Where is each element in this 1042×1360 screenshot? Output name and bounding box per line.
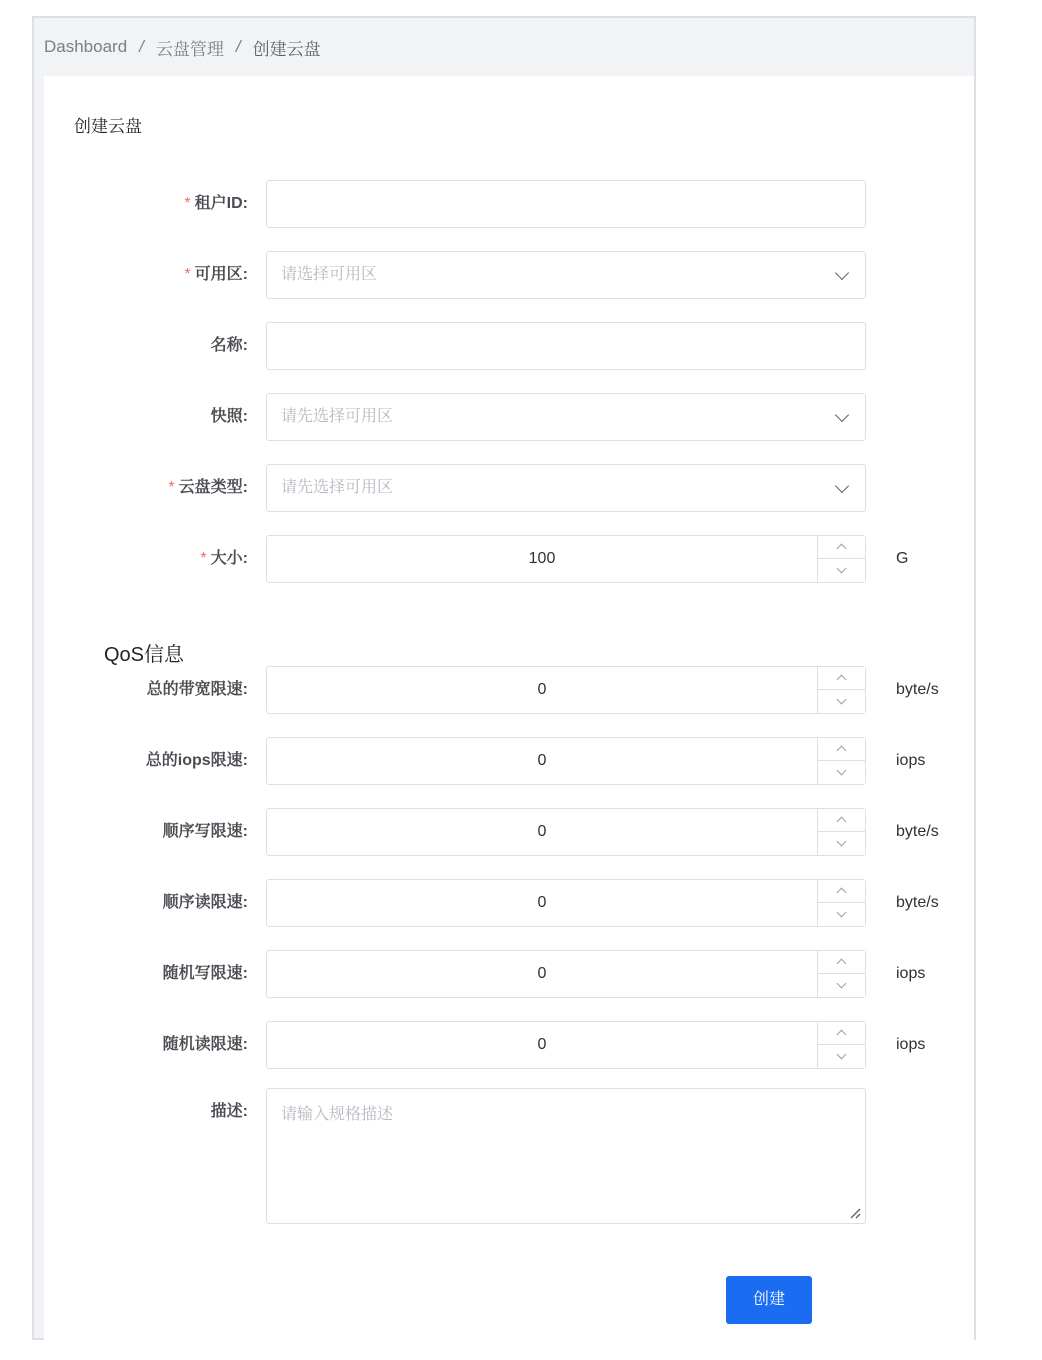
seq-write-limit-label: 顺序写限速: [162, 823, 248, 840]
seq-read-limit-stepper [817, 880, 865, 926]
form-row-seq-write-limit [44, 808, 974, 856]
chevron-down-icon [837, 695, 847, 705]
chevron-down-icon [837, 1050, 847, 1060]
chevron-down-icon [837, 979, 847, 989]
breadcrumb-item-dashboard[interactable]: Dashboard [44, 37, 128, 56]
rand-read-limit-label: 随机读限速: [162, 1036, 248, 1053]
chevron-up-icon [837, 544, 847, 554]
rand-write-limit-label: 随机写限速: [162, 965, 248, 982]
form-row-total-bandwidth-limit [44, 666, 974, 714]
decrement-button[interactable] [818, 559, 865, 582]
page-title: 创建云盘 [74, 117, 142, 136]
breadcrumb-separator: / [235, 37, 241, 56]
decrement-button[interactable] [818, 690, 865, 713]
snapshot-select-placeholder: 请先选择可用区 [281, 408, 394, 425]
size-unit: G [896, 550, 909, 567]
rand-write-limit-input[interactable] [266, 950, 866, 998]
increment-button[interactable] [818, 536, 865, 559]
tenant-id-label: * 租户ID: [184, 195, 248, 212]
form-row-snapshot [44, 393, 974, 441]
required-mark: * [200, 550, 207, 567]
description-textarea[interactable] [266, 1088, 866, 1224]
chevron-down-icon [837, 837, 847, 847]
form-row-name [44, 322, 974, 370]
form-row-size [44, 535, 974, 583]
rand-write-limit-unit: iops [896, 965, 926, 982]
seq-write-limit-stepper [817, 809, 865, 855]
increment-button[interactable] [818, 1022, 865, 1045]
increment-button[interactable] [818, 667, 865, 690]
total-bandwidth-limit-stepper [817, 667, 865, 713]
total-iops-limit-stepper [817, 738, 865, 784]
zone-select-placeholder: 请选择可用区 [281, 266, 378, 283]
chevron-down-icon [837, 766, 847, 776]
total-bandwidth-limit-label: 总的带宽限速: [146, 681, 248, 698]
rand-write-limit-stepper [817, 951, 865, 997]
rand-read-limit-input[interactable] [266, 1021, 866, 1069]
chevron-down-icon [835, 479, 849, 493]
description-placeholder: 请输入规格描述 [281, 1106, 394, 1123]
decrement-button[interactable] [818, 832, 865, 855]
disk-type-select-placeholder: 请先选择可用区 [281, 479, 394, 496]
increment-button[interactable] [818, 951, 865, 974]
decrement-button[interactable] [818, 1045, 865, 1068]
form-row-total-iops-limit [44, 737, 974, 785]
breadcrumb [34, 18, 974, 76]
size-value[interactable]: 100 [528, 550, 556, 567]
breadcrumb-item-disk-management[interactable]: 云盘管理 [155, 39, 224, 59]
seq-write-limit-unit: byte/s [896, 823, 939, 840]
seq-write-limit-input[interactable] [266, 808, 866, 856]
chevron-up-icon [837, 959, 847, 969]
create-disk-card [44, 76, 974, 1340]
required-mark: * [184, 195, 191, 212]
size-stepper [817, 536, 865, 582]
breadcrumb-separator: / [139, 37, 144, 56]
total-iops-limit-label: 总的iops限速: [145, 752, 248, 769]
increment-button[interactable] [818, 809, 865, 832]
page-frame [32, 16, 976, 1340]
disk-type-label: * 云盘类型: [168, 479, 248, 496]
create-button[interactable]: 创建 [726, 1276, 812, 1324]
breadcrumb-item-create-disk: 创建云盘 [252, 39, 321, 59]
resize-handle-icon[interactable] [849, 1207, 861, 1219]
chevron-up-icon [837, 746, 847, 756]
form-row-zone [44, 251, 974, 299]
chevron-up-icon [837, 817, 847, 827]
chevron-up-icon [837, 888, 847, 898]
form-row-disk-type [44, 464, 974, 512]
zone-label: * 可用区: [184, 266, 248, 283]
required-mark: * [184, 266, 191, 283]
chevron-down-icon [835, 266, 849, 280]
increment-button[interactable] [818, 738, 865, 761]
disk-type-select[interactable] [266, 464, 866, 512]
chevron-up-icon [837, 1030, 847, 1040]
total-bandwidth-limit-input[interactable] [266, 666, 866, 714]
size-number-input[interactable] [266, 535, 866, 583]
chevron-down-icon [837, 564, 847, 574]
tenant-id-input[interactable] [266, 180, 866, 228]
total-bandwidth-limit-unit: byte/s [896, 681, 939, 698]
chevron-down-icon [837, 908, 847, 918]
form-row-rand-write-limit [44, 950, 974, 998]
total-iops-limit-value[interactable]: 0 [537, 752, 547, 769]
chevron-down-icon [835, 408, 849, 422]
zone-select[interactable] [266, 251, 866, 299]
total-iops-limit-unit: iops [896, 752, 926, 769]
rand-read-limit-stepper [817, 1022, 865, 1068]
decrement-button[interactable] [818, 761, 865, 784]
snapshot-label: 快照: [210, 408, 248, 425]
form-row-rand-read-limit [44, 1021, 974, 1069]
name-input[interactable] [266, 322, 866, 370]
description-label: 描述: [210, 1103, 248, 1120]
total-iops-limit-input[interactable] [266, 737, 866, 785]
seq-read-limit-unit: byte/s [896, 894, 939, 911]
rand-read-limit-value[interactable]: 0 [537, 1036, 547, 1053]
seq-write-limit-value[interactable]: 0 [537, 823, 547, 840]
rand-read-limit-unit: iops [896, 1036, 926, 1053]
seq-read-limit-value[interactable]: 0 [537, 894, 547, 911]
snapshot-select[interactable] [266, 393, 866, 441]
decrement-button[interactable] [818, 974, 865, 997]
decrement-button[interactable] [818, 903, 865, 926]
seq-read-limit-input[interactable] [266, 879, 866, 927]
size-label: * 大小: [200, 550, 248, 567]
name-label: 名称: [210, 337, 248, 354]
form-row-seq-read-limit [44, 879, 974, 927]
increment-button[interactable] [818, 880, 865, 903]
qos-section-title: QoS信息 [104, 644, 185, 666]
required-mark: * [168, 479, 175, 496]
chevron-up-icon [837, 675, 847, 685]
seq-read-limit-label: 顺序读限速: [162, 894, 248, 911]
total-bandwidth-limit-value[interactable]: 0 [537, 681, 547, 698]
form-row-tenant-id [44, 180, 974, 228]
rand-write-limit-value[interactable]: 0 [537, 965, 547, 982]
